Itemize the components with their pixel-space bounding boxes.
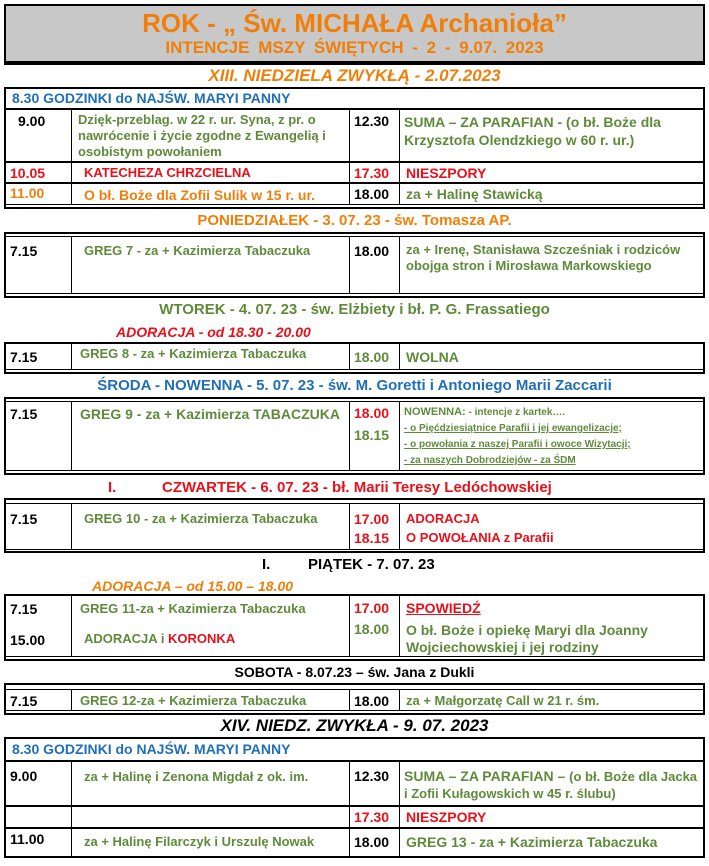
mass-time: 18.00 <box>354 621 390 637</box>
table-row <box>4 183 705 205</box>
table-row <box>4 401 705 471</box>
novena-label: NOWENNA: <box>404 406 466 418</box>
mass-time: 11.00 <box>10 831 45 847</box>
mass-time: 10.05 <box>10 165 46 181</box>
novena-item: - o powołania z naszej Parafii i owoce Wizytacji; <box>404 439 631 450</box>
intention-text: GREG 12-za + Kazimierza Tabaczuka <box>80 693 307 708</box>
table-row <box>4 344 705 370</box>
intention-text: GREG 10 - za + Kazimierza Tabaczuka <box>84 511 318 526</box>
day-header-monday <box>4 207 705 234</box>
intention-text: GREG 7 - za + Kazimierza Tabaczuka <box>84 243 311 258</box>
intention-text: WOLNA <box>406 349 459 365</box>
mass-time: 18.00 <box>354 405 390 421</box>
intention-text: za + Małgorzatę Call w 21 r. śm. <box>406 693 600 708</box>
intention-text: SPOWIEDŹ <box>406 600 481 616</box>
day-header-saturday <box>4 659 705 685</box>
intention-text: GREG 11-za + Kazimierza Tabaczuka <box>80 601 306 616</box>
mass-time: 7.15 <box>10 349 38 365</box>
day-num: I. <box>108 479 117 496</box>
intention-text: NIESZPORY <box>406 809 487 825</box>
mass-time: 18.00 <box>354 349 390 365</box>
day-header-friday <box>4 551 705 596</box>
godzinki-row <box>4 739 705 761</box>
day-title: SOBOTA - 8.07.23 – św. Jana z Dukli <box>234 664 475 680</box>
mass-time: 18.00 <box>354 693 390 709</box>
mass-time: 17.00 <box>354 600 390 616</box>
mass-time: 18.00 <box>354 243 390 259</box>
mass-time: 9.00 <box>10 768 38 784</box>
day-header-thursday <box>4 473 705 500</box>
mass-time: 18.00 <box>354 186 390 202</box>
intention-text: za + Halinę Stawicką <box>406 186 543 202</box>
intention-text: GREG 9 - za + Kazimierza TABACZUKA <box>80 406 340 422</box>
day-title: PONIEDZIAŁEK - 3. 07. 23 - św. Tomasza AP. <box>197 212 512 229</box>
table-row <box>4 806 705 828</box>
intention-text: za + Halinę Filarczyk i Urszulę Nowak <box>84 834 315 849</box>
godzinki-text: 8.30 GODZINKI do NAJŚW. MARYI PANNY <box>12 90 291 106</box>
godzinki-row <box>4 89 705 109</box>
mass-time: 17.30 <box>354 165 390 181</box>
mass-time: 12.30 <box>354 113 390 129</box>
intention-text: Dzięk-przeblag. w 22 r. ur. Syna, z pr. o nawrócenie i życie zgodne z Ewangelią i osobistym powołaniem <box>78 112 326 159</box>
mass-time: 7.15 <box>10 601 38 617</box>
table-row <box>4 828 705 858</box>
day-header-sunday2 <box>4 713 705 739</box>
intention-text: GREG 13 - za + Kazimierza Tabaczuka <box>406 834 658 850</box>
mass-time: 9.00 <box>18 113 46 129</box>
table-row <box>4 236 705 294</box>
novena-item: - o Pięćdziesiątnice Parafii i jej ewangelizacje; <box>404 423 622 434</box>
mass-time: 18.15 <box>354 530 390 546</box>
table-row <box>4 162 705 183</box>
intention-text: SUMA – ZA PARAFIAN - (o bł. Boże dla Krzysztofa Olendzkiego w 60 r. ur.) <box>404 114 661 148</box>
day-title: PIĄTEK - 7. 07. 23 <box>308 556 435 573</box>
mass-time: 11.00 <box>10 185 45 201</box>
intention-text: za + Halinę i Zenona Migdał z ok. im. <box>84 769 309 784</box>
mass-time: 7.15 <box>10 243 38 259</box>
intention-text: O bł. Boże dla Zofii Sulik w 15 r. ur. <box>84 187 316 203</box>
godzinki-text: 8.30 GODZINKI do NAJŚW. MARYI PANNY <box>12 741 291 757</box>
mass-time: 18.00 <box>354 834 390 850</box>
day-title: WTOREK - 4. 07. 23 - św. Elżbiety i bł. P. G. Frassatiego <box>159 301 550 318</box>
page-subtitle: INTENCJE MSZY ŚWIĘTYCH - 2 - 9.07. 2023 <box>165 38 544 57</box>
table-row <box>4 109 705 162</box>
intention-text: O bł. Boże i opiekę Maryi dla Joanny Wojciechowskiej i jej rodziny <box>406 622 648 655</box>
adoration-note: ADORACJA - od 18.30 - 20.00 <box>116 324 311 340</box>
table-row <box>4 503 705 550</box>
intention-text: NIESZPORY <box>406 165 487 181</box>
novena-block <box>404 405 702 467</box>
adoration-note: ADORACJA – od 15.00 – 18.00 <box>92 578 294 594</box>
mass-time: 7.15 <box>10 511 38 527</box>
novena-intro: - intencje z kartek…. <box>465 407 566 418</box>
intention-text: ADORACJA i KORONKA <box>84 631 236 646</box>
page-title: ROK - „ Św. MICHAŁA Archanioła” <box>142 8 567 38</box>
intention-text: GREG 8 - za + Kazimierza Tabaczuka <box>80 346 307 361</box>
page-header <box>4 4 705 63</box>
day-title: ŚRODA - NOWENNA - 5. 07. 23 - św. M. Goretti i Antoniego Marii Zaccarii <box>97 377 612 394</box>
table-row <box>4 761 705 806</box>
intention-text: O POWOŁANIA z Parafii <box>406 530 554 545</box>
mass-time: 17.30 <box>354 809 390 825</box>
mass-time: 15.00 <box>10 632 46 648</box>
table-row <box>4 596 705 657</box>
day-header-wednesday <box>4 372 705 399</box>
intention-text: KATECHEZA CHRZCIELNA <box>84 165 251 180</box>
day-title: CZWARTEK - 6. 07. 23 - bł. Marii Teresy Ledóchowskiej <box>162 479 552 496</box>
intention-text: za + Irenę, Stanisława Szcześniak i rodziców obojga stron i Mirosława Markowskiego <box>406 242 681 273</box>
intention-text: SUMA – ZA PARAFIAN – (o bł. Boże dla Jacka i Zofii Kułagowskich w 45 r. ślubu) <box>404 768 698 801</box>
day-title: XIV. NIEDZ. ZWYKŁA - 9. 07. 2023 <box>220 716 489 735</box>
mass-time: 18.15 <box>354 427 390 443</box>
novena-item: - za naszych Dobrodziejów - za ŚDM <box>404 455 576 466</box>
mass-time: 12.30 <box>354 768 390 784</box>
mass-time: 7.15 <box>10 406 38 422</box>
day-title: XIII. NIEDZIELA ZWYKŁĄ - 2.07.2023 <box>208 66 501 85</box>
intention-text: ADORACJA <box>406 511 480 526</box>
mass-time: 17.00 <box>354 511 390 527</box>
mass-time: 7.15 <box>10 693 38 709</box>
day-header-tuesday <box>4 296 705 344</box>
table-row <box>4 689 705 711</box>
day-num: I. <box>262 556 271 573</box>
day-header-sunday1 <box>4 63 705 89</box>
